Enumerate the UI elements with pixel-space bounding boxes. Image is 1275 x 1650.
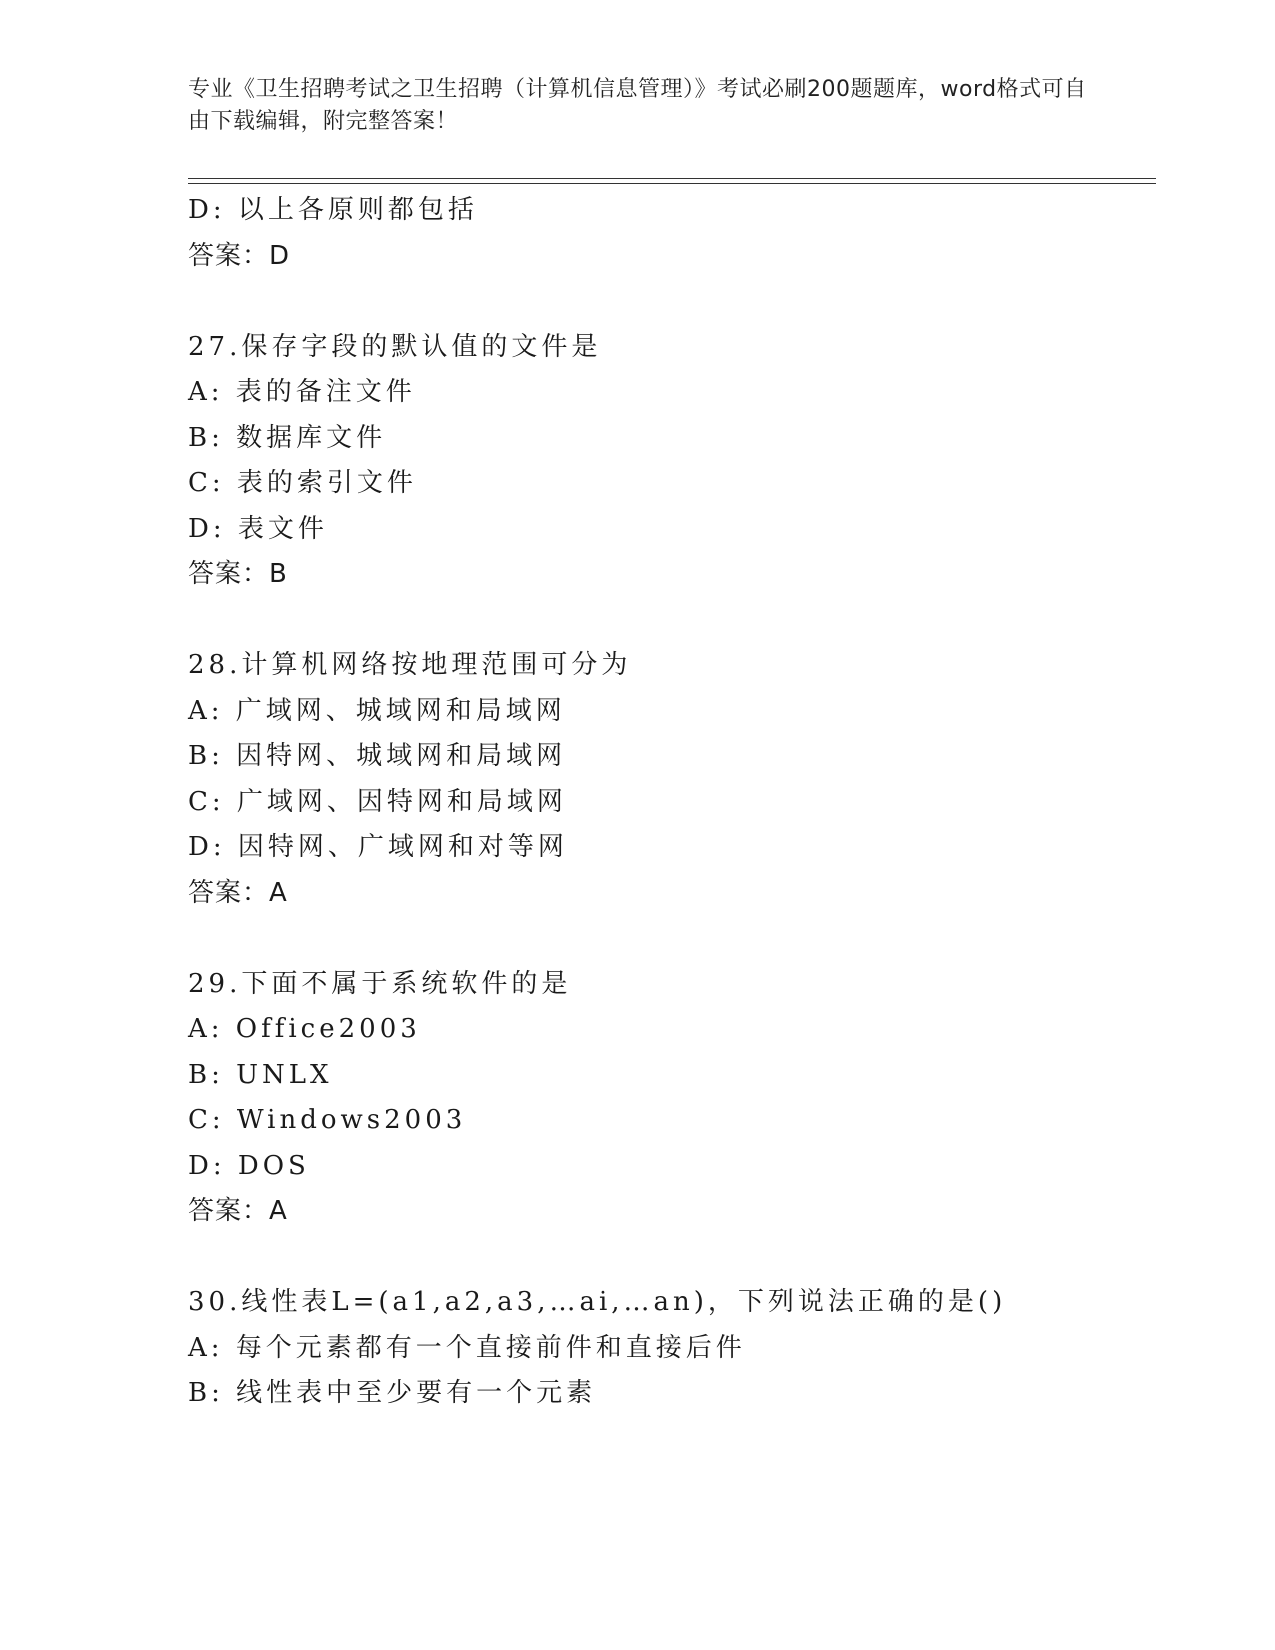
question-29 xyxy=(188,962,1156,1235)
option-a: A: 广域网、城域网和局域网 xyxy=(188,695,566,726)
option-a: A: 表的备注文件 xyxy=(188,377,416,407)
option-b: B: 因特网、城域网和局域网 xyxy=(188,741,567,771)
option-a: A: 每个元素都有一个直接前件和直接后件 xyxy=(188,1332,746,1363)
option-a: A: Office2003 xyxy=(188,1014,421,1044)
option-d: D: 因特网、广域网和对等网 xyxy=(188,832,568,862)
prev-question-answer: 答案：D xyxy=(188,240,291,271)
spacer xyxy=(188,916,1156,962)
question-title: 30.线性表L=(a1,a2,a3,…ai,…an)，下列说法正确的是() xyxy=(188,1287,1007,1317)
option-b: B: 数据库文件 xyxy=(188,422,387,453)
option-d: D: DOS xyxy=(188,1150,310,1181)
option-b: B: UNLX xyxy=(188,1059,333,1090)
question-28 xyxy=(188,643,1156,916)
option-c: C: 广域网、因特网和局域网 xyxy=(188,786,567,817)
option-b: B: 线性表中至少要有一个元素 xyxy=(188,1378,597,1408)
spacer xyxy=(188,598,1156,644)
question-30 xyxy=(188,1280,1156,1417)
question-title: 29.下面不属于系统软件的是 xyxy=(188,968,572,999)
document-header: 专业《卫生招聘考试之卫生招聘（计算机信息管理）》考试必刷200题题库，word格式可自由下载编辑，附完整答案！ xyxy=(188,77,1087,134)
header-divider-top xyxy=(188,178,1156,179)
option-c: C: Windows2003 xyxy=(188,1105,467,1135)
question-title: 27.保存字段的默认值的文件是 xyxy=(188,331,602,362)
answer: 答案：A xyxy=(188,877,288,908)
document-content xyxy=(188,188,1156,1417)
option-d: D: 表文件 xyxy=(188,513,328,544)
header-divider-bottom xyxy=(188,183,1156,184)
prev-question-option-d: D: 以上各原则都包括 xyxy=(188,195,478,225)
question-27 xyxy=(188,325,1156,598)
answer: 答案：A xyxy=(188,1196,288,1226)
spacer xyxy=(188,279,1156,325)
spacer xyxy=(188,1235,1156,1281)
option-c: C: 表的索引文件 xyxy=(188,468,417,498)
question-title: 28.计算机网络按地理范围可分为 xyxy=(188,650,632,680)
answer: 答案：B xyxy=(188,559,288,589)
